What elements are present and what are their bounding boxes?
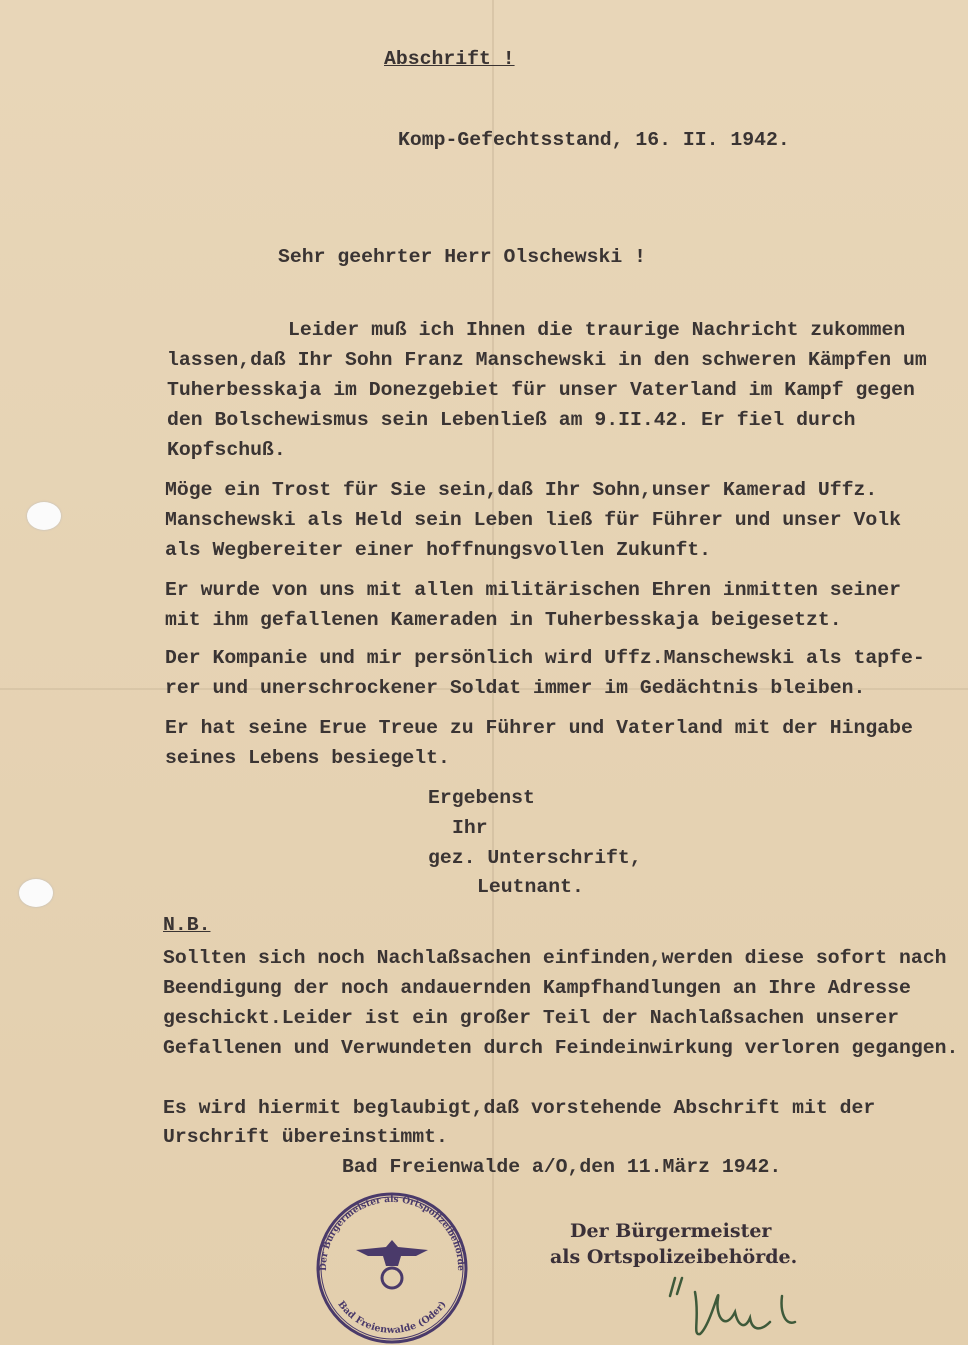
document-title: Abschrift !	[384, 48, 515, 70]
closing-line: Ihr	[452, 817, 488, 839]
nb-line: Gefallenen und Verwundeten durch Feindeinwirkung verloren gegangen.	[163, 1037, 959, 1059]
signature-block-line: als Ortspolizeibehörde.	[550, 1246, 798, 1268]
official-stamp	[316, 1192, 468, 1344]
place-date: Komp-Gefechtsstand, 16. II. 1942.	[398, 129, 790, 151]
eagle-emblem-icon	[356, 1240, 428, 1288]
body-line: Kopfschuß.	[167, 439, 286, 461]
body-line: mit ihm gefallenen Kameraden in Tuherbesskaja beigesetzt.	[165, 609, 842, 631]
body-line: rer und unerschrockener Soldat immer im Gedächtnis bleiben.	[165, 677, 866, 699]
salutation: Sehr geehrter Herr Olschewski !	[278, 246, 646, 268]
punch-hole	[19, 879, 53, 907]
nb-label: N.B.	[163, 914, 211, 936]
body-line: lassen,daß Ihr Sohn Franz Manschewski in den schweren Kämpfen um	[167, 349, 927, 371]
attestation-line: Es wird hiermit beglaubigt,daß vorstehende Abschrift mit der	[163, 1097, 876, 1119]
signature-block-line: Der Bürgermeister	[570, 1220, 772, 1242]
closing-line: gez. Unterschrift,	[428, 847, 642, 869]
punch-hole	[27, 502, 61, 530]
body-line: seines Lebens besiegelt.	[165, 747, 450, 769]
handwritten-signature	[600, 1274, 800, 1344]
closing-line: Ergebenst	[428, 787, 535, 809]
body-line: Möge ein Trost für Sie sein,daß Ihr Sohn,unser Kamerad Uffz.	[165, 479, 878, 501]
stamp-text-top: Der Bürgermeister als Ortspolizeibehörde	[318, 1194, 466, 1271]
paper-fold-vertical	[492, 0, 494, 1345]
attestation-line: Urschrift übereinstimmt.	[163, 1126, 448, 1148]
body-line: Leider muß ich Ihnen die traurige Nachricht zukommen	[288, 319, 906, 341]
closing-line: Leutnant.	[477, 876, 584, 898]
attestation-date: Bad Freienwalde a/O,den 11.März 1942.	[342, 1156, 782, 1178]
body-line: Tuherbesskaja im Donezgebiet für unser Vaterland im Kampf gegen	[167, 379, 915, 401]
body-line: Er hat seine Erue Treue zu Führer und Vaterland mit der Hingabe	[165, 717, 913, 739]
body-line: den Bolschewismus sein Lebenließ am 9.II.42. Er fiel durch	[167, 409, 856, 431]
nb-line: Sollten sich noch Nachlaßsachen einfinden,werden diese sofort nach	[163, 947, 947, 969]
nb-line: geschickt.Leider ist ein großer Teil der Nachlaßsachen unserer	[163, 1007, 899, 1029]
body-line: Manschewski als Held sein Leben ließ für Führer und unser Volk	[165, 509, 901, 531]
body-line: Der Kompanie und mir persönlich wird Uffz.Manschewski als tapfe-	[165, 647, 925, 669]
body-line: als Wegbereiter einer hoffnungsvollen Zukunft.	[165, 539, 712, 561]
stamp-text-bottom: Bad Freienwalde (Oder)	[335, 1299, 449, 1336]
nb-line: Beendigung der noch andauernden Kampfhandlungen an Ihre Adresse	[163, 977, 911, 999]
body-line: Er wurde von uns mit allen militärischen Ehren inmitten seiner	[165, 579, 901, 601]
